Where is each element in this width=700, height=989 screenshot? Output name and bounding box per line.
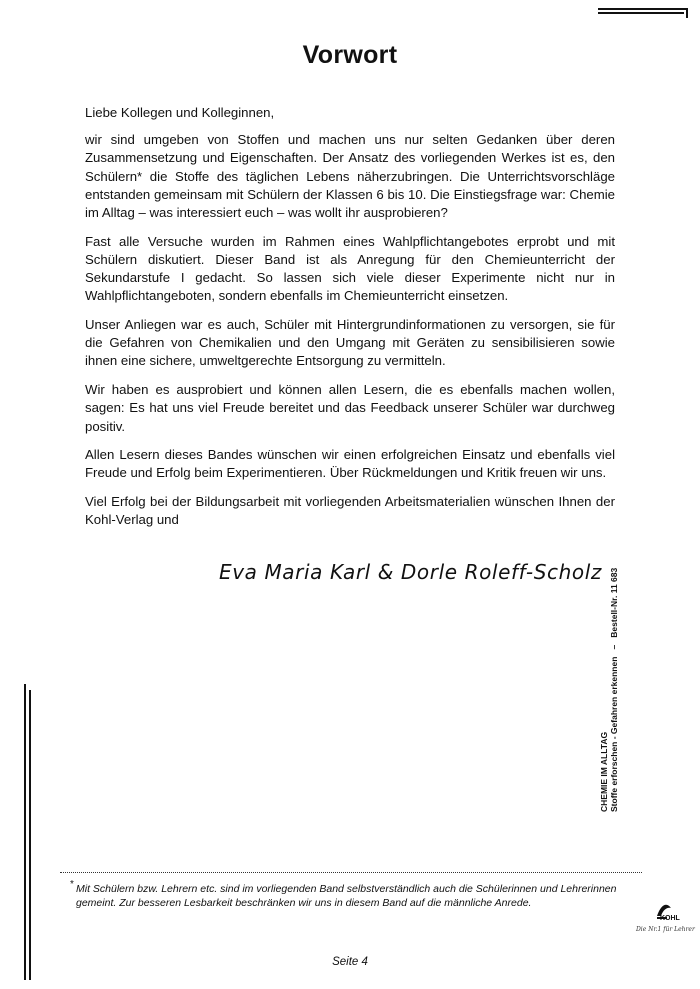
sidebar-subtitle-order-number: Stoffe erforschen - Gefahren erkennen – Bestell-Nr. 11 683 [609, 567, 619, 812]
page-number: Seite 4 [332, 956, 368, 968]
paragraph: Viel Erfolg bei der Bildungsarbeit mit vorliegenden Arbeitsmaterialien wünschen Ihnen der Kohl-Verlag und [85, 494, 615, 528]
page-frame-corner-bottom-left [24, 684, 34, 980]
paragraph: wir sind umgeben von Stoffen und machen uns nur selten Gedanken über deren Zusammensetzung und Eigenschaften. Der Ansatz des vorliegenden Werkes ist es, den Schülern* die Stoffe des täglichen Lebens näherzubringen. Die Unterrichtsvorschläge entstanden gemeinsam mit Schülern der Klassen 6 bis 10. Die Einstiegsfrage war: Chemie im Alltag – was interessiert euch – was wollt ihr ausprobieren? [85, 132, 615, 221]
author-signature: Eva Maria Karl & Dorle Roleff-Scholz [218, 560, 602, 584]
greeting: Liebe Kollegen und Kolleginnen, [85, 105, 275, 120]
footnote-text: Mit Schülern bzw. Lehrern etc. sind im vorliegenden Band selbstverständlich auch die Schülerinnen und Lehrerinnen gemeint. Zur besseren Lesbarkeit beschränken wir uns in diesem Band auf die männliche Anrede. [76, 883, 617, 909]
paragraph: Fast alle Versuche wurden im Rahmen eines Wahlpflichtangebotes erprobt und mit Schülern diskutiert. Dieser Band ist als Anregung für den Chemieunterricht der Sekundarstufe I gedacht. So lassen sich viele dieser Experimente nicht nur in Wahlpflichtangeboten, sondern ebenfalls im Chemieunterricht einsetzen. [85, 233, 615, 304]
foreword-body [85, 104, 615, 540]
paragraph: Unser Anliegen war es auch, Schüler mit Hintergrundinformationen zu versorgen, sie für die Gefahren von Chemikalien und den Umgang mit Geräten zu sensibilisieren sowie ihnen eine sichere, umweltgerechte Entsorgung zu vermitteln. [85, 317, 615, 369]
page-frame-corner-top-right [598, 8, 688, 18]
paragraph: Allen Lesern dieses Bandes wünschen wir einen erfolgreichen Einsatz und ebenfalls viel Freude und Erfolg beim Experimentieren. Über Rückmeldungen und Kritik freuen wir uns. [85, 447, 615, 481]
logo-brand-text: KOHL [660, 915, 680, 922]
sidebar-publication-info [599, 567, 639, 812]
footnote [70, 879, 636, 910]
footnote-marker: * [70, 879, 74, 890]
logo-tagline: Die Nr.1 für Lehrer [636, 926, 695, 933]
footnote-divider [60, 872, 642, 873]
page-title: Vorwort [302, 40, 398, 69]
sidebar-series-title: CHEMIE IM ALLTAG [599, 731, 609, 812]
paragraph: Wir haben es ausprobiert und können allen Lesern, die es ebenfalls machen wollen, sagen: Es hat uns viel Freude bereitet und das Feedback unserer Schüler war durchweg positiv. [85, 382, 615, 434]
